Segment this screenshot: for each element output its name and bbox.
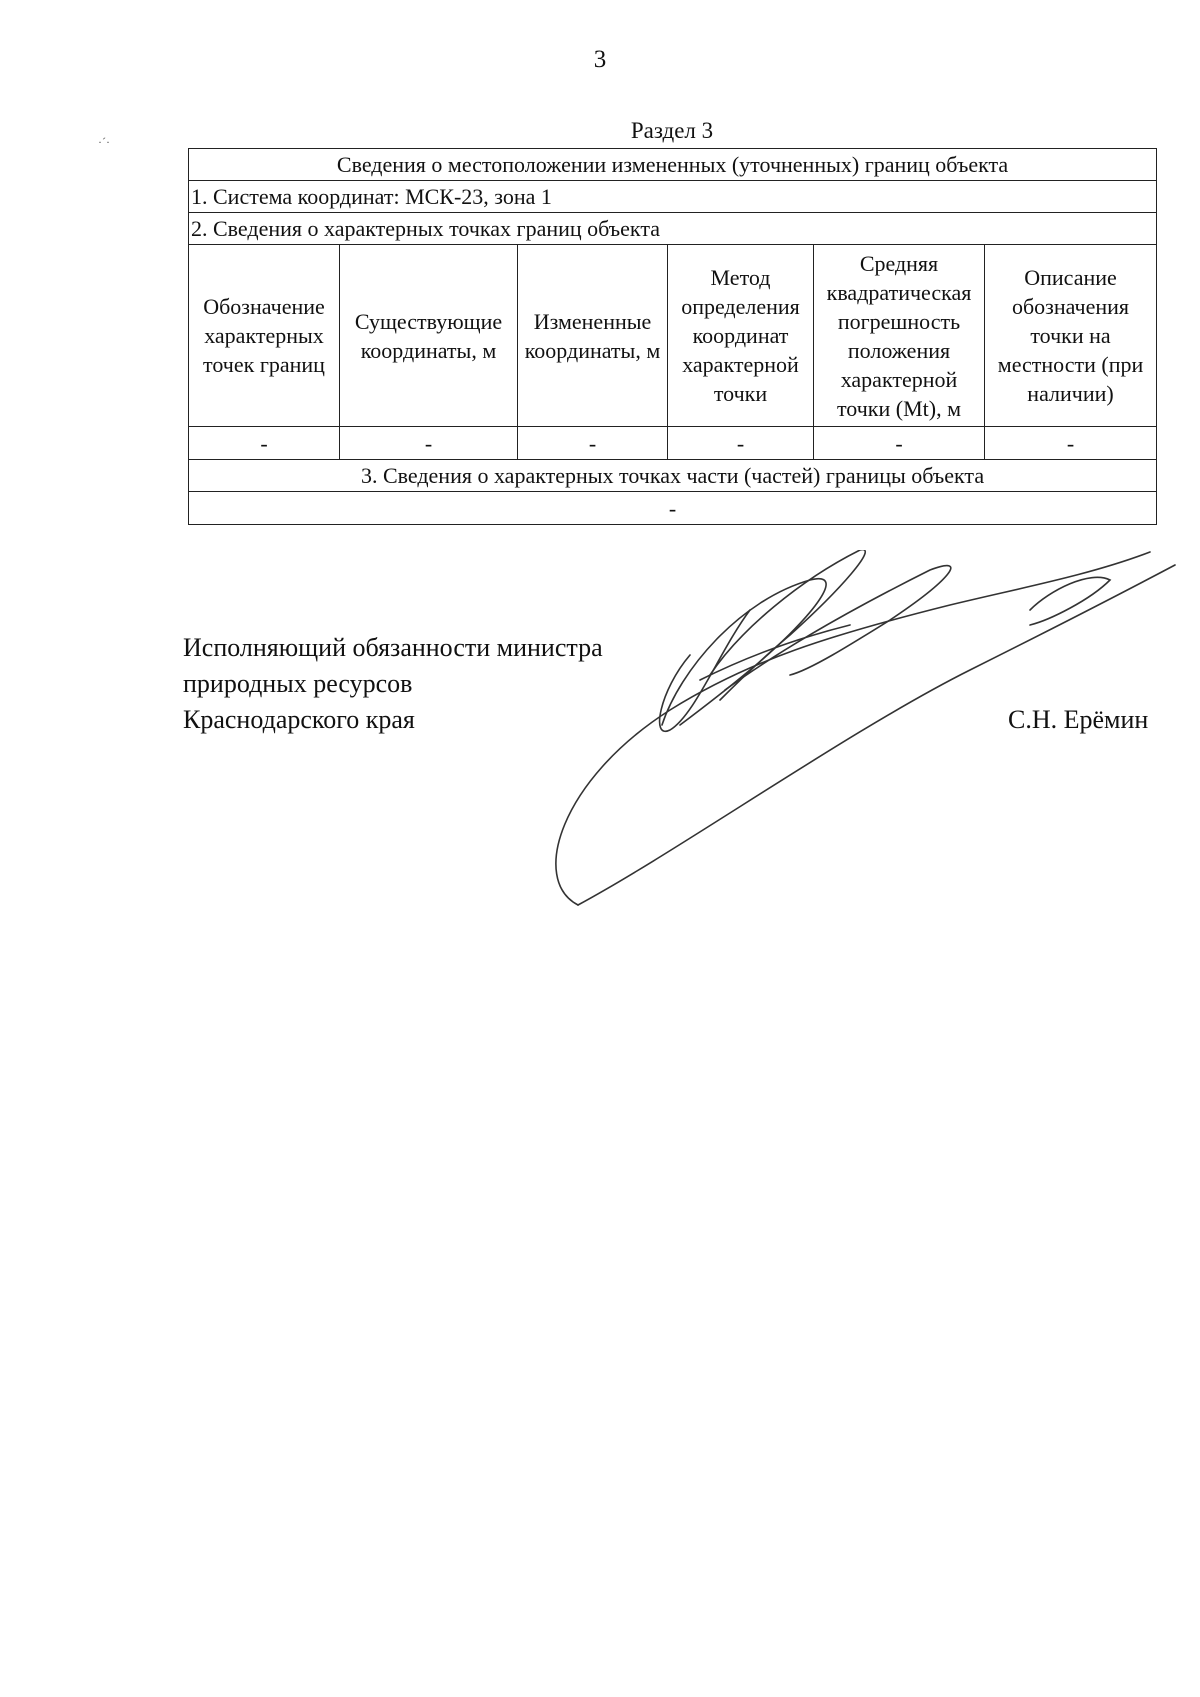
table-cell: - bbox=[189, 427, 340, 460]
table-title: Сведения о местоположении измененных (уточненных) границ объекта bbox=[189, 149, 1157, 181]
column-header: Обозначение характерных точек границ bbox=[189, 245, 340, 427]
column-header: Существующие координаты, м bbox=[340, 245, 518, 427]
position-line: Краснодарского края bbox=[183, 705, 415, 734]
table-cell: - bbox=[985, 427, 1157, 460]
table-cell: - bbox=[668, 427, 814, 460]
table-cell: - bbox=[340, 427, 518, 460]
column-header: Измененные координаты, м bbox=[518, 245, 668, 427]
parts-value-row bbox=[189, 492, 1157, 525]
boundary-table bbox=[188, 148, 1157, 525]
table-cell: - bbox=[814, 427, 985, 460]
page-number: 3 bbox=[593, 46, 607, 73]
column-header: Описание обозначения точки на местности (при наличии) bbox=[985, 245, 1157, 427]
signer-name: С.Н. Ерёмин bbox=[1008, 705, 1149, 734]
parts-heading: 3. Сведения о характерных точках части (частей) границы объекта bbox=[189, 460, 1157, 492]
table-title-row bbox=[189, 149, 1157, 181]
table-cell: - bbox=[518, 427, 668, 460]
column-header: Метод определения координат характерной точки bbox=[668, 245, 814, 427]
column-header-row bbox=[189, 245, 1157, 427]
parts-heading-row bbox=[189, 460, 1157, 492]
column-header: Средняя квадратическая погрешность положения характерной точки (Mt), м bbox=[814, 245, 985, 427]
coordinate-system-row bbox=[189, 181, 1157, 213]
coordinate-system: 1. Система координат: МСК-23, зона 1 bbox=[189, 181, 1157, 213]
table-row bbox=[189, 427, 1157, 460]
position-line: Исполняющий обязанности министра bbox=[183, 633, 603, 662]
section-title: Раздел 3 bbox=[630, 118, 714, 143]
parts-value: - bbox=[189, 492, 1157, 525]
scan-speck: ·´· bbox=[98, 135, 110, 149]
points-heading-row bbox=[189, 213, 1157, 245]
position-line: природных ресурсов bbox=[183, 669, 413, 698]
points-heading: 2. Сведения о характерных точках границ объекта bbox=[189, 213, 1157, 245]
signatory-position bbox=[183, 630, 603, 738]
